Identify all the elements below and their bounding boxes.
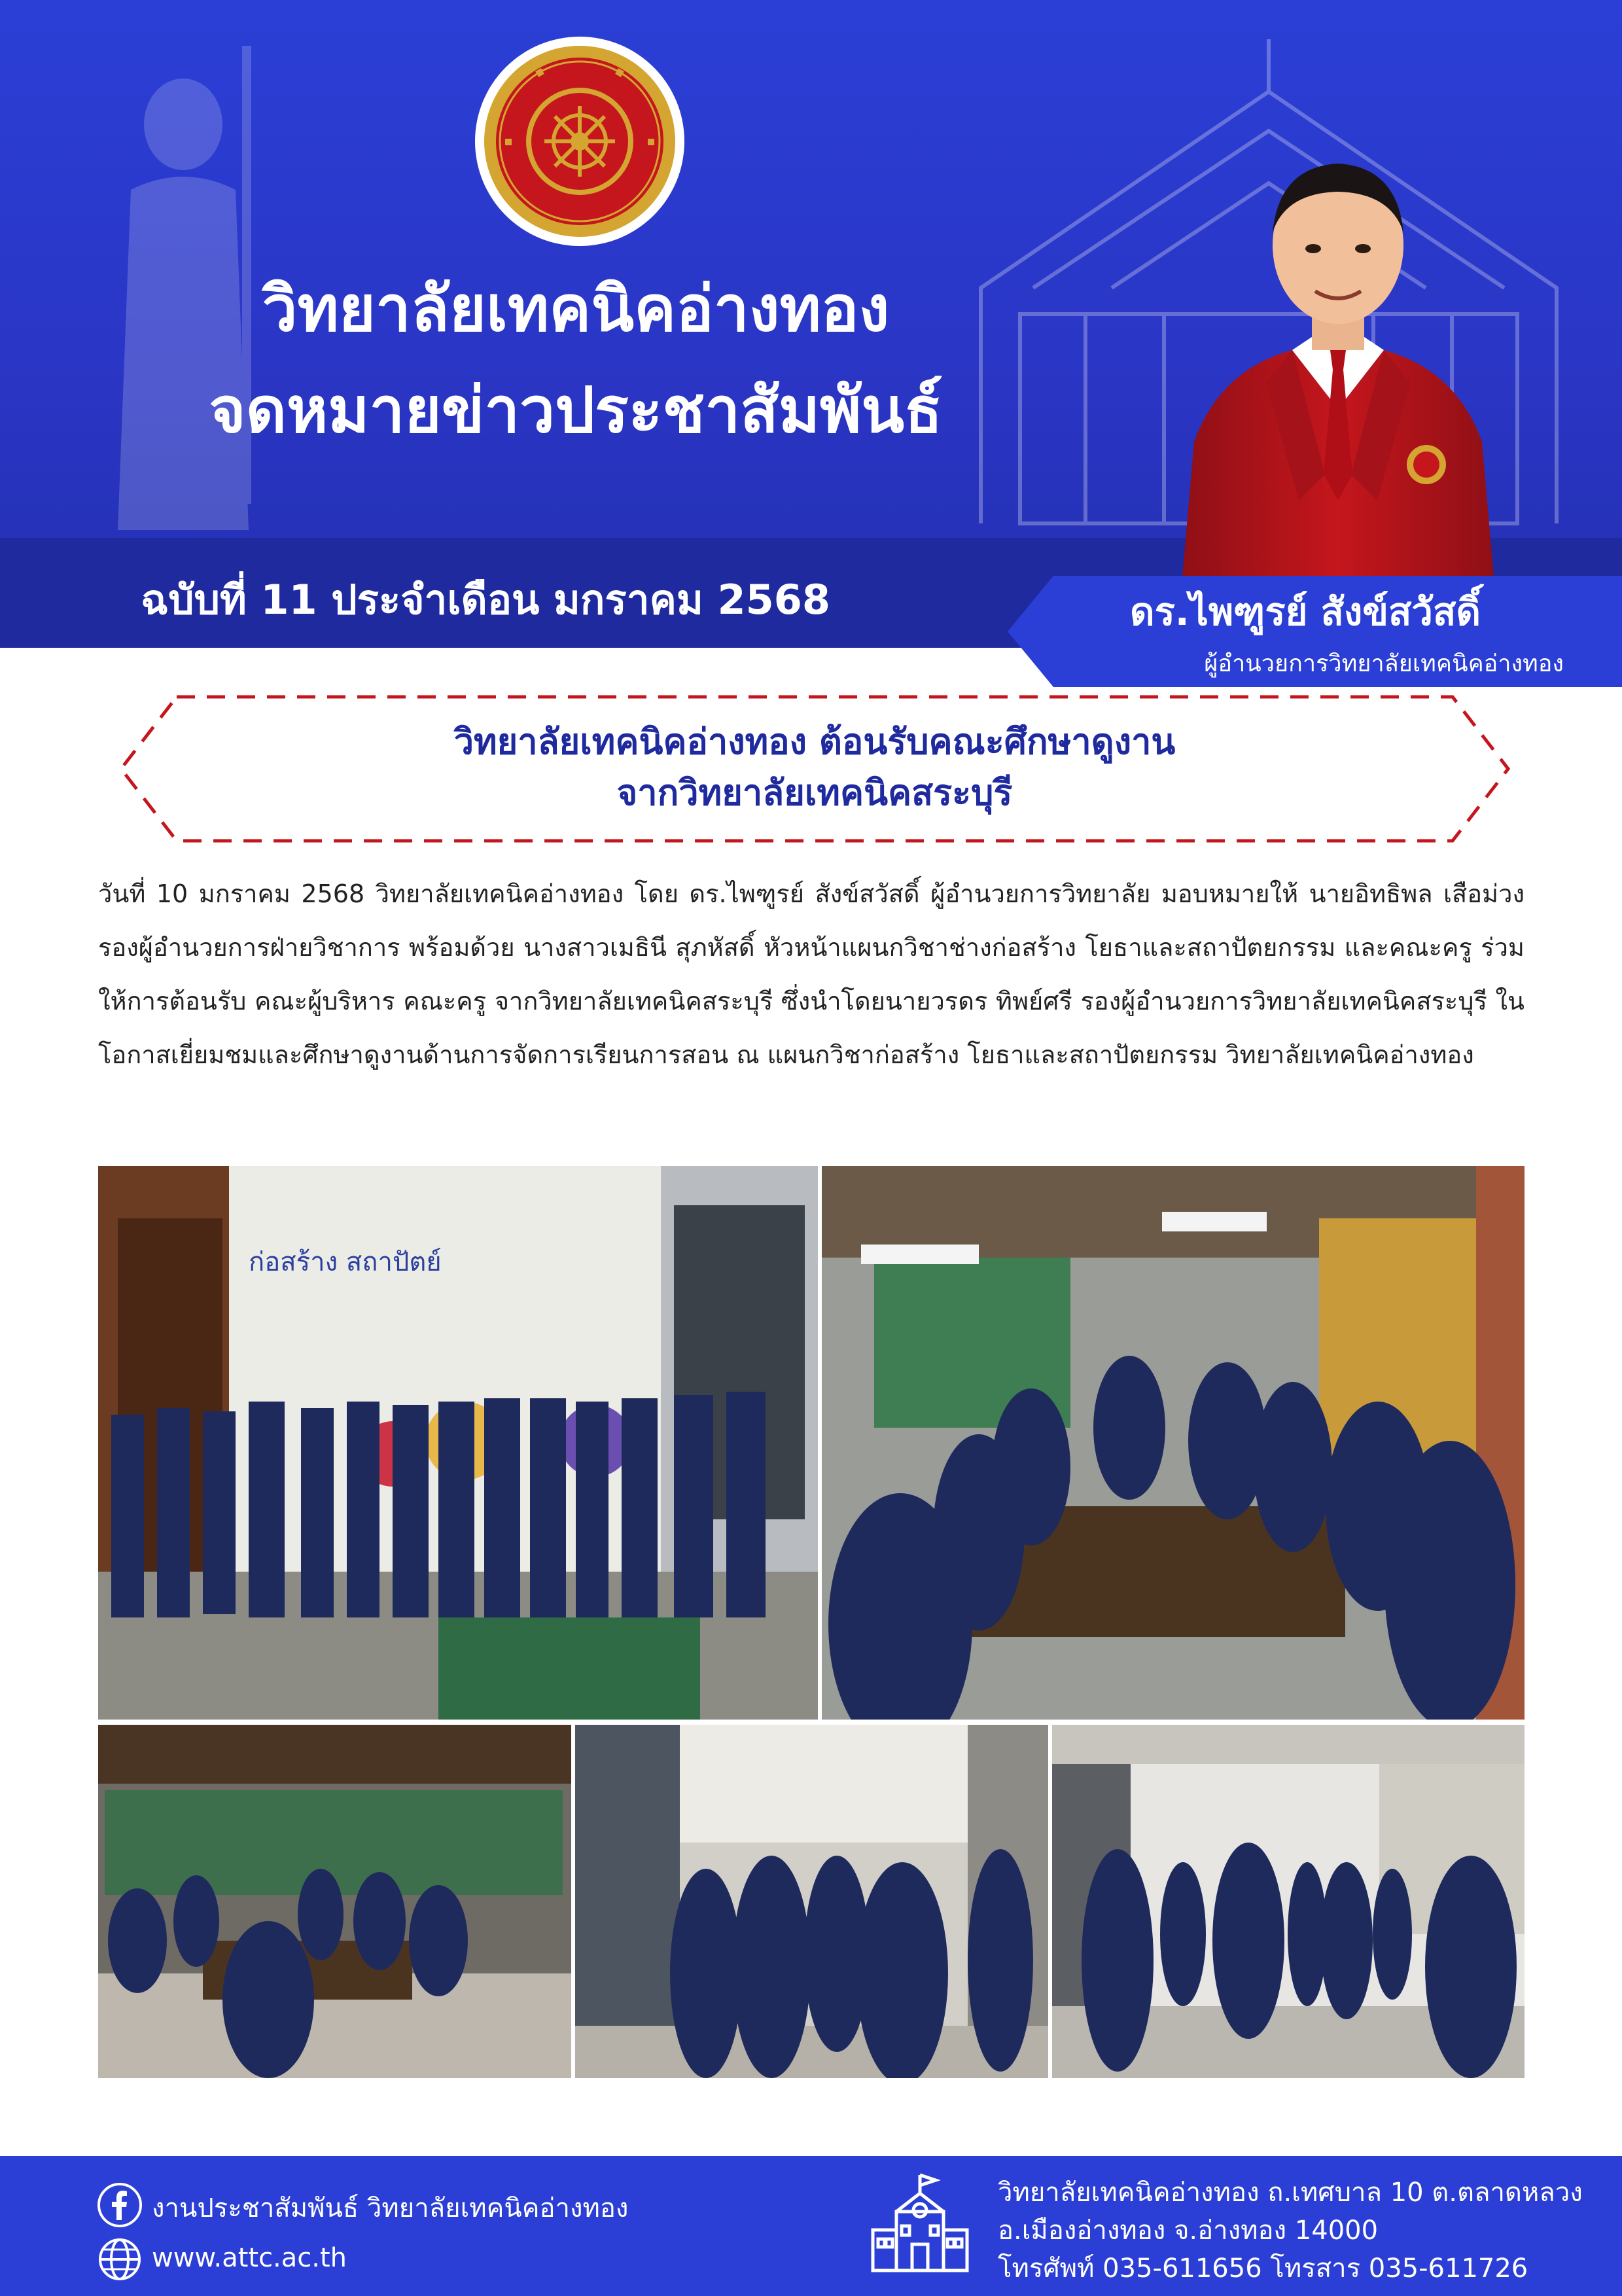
college-name-title: วิทยาลัยเทคนิคอ่างทอง xyxy=(262,272,890,345)
group-photo-mural xyxy=(98,1166,818,1720)
walkway-tour-photo xyxy=(1052,1725,1525,2078)
meeting-photo xyxy=(822,1166,1525,1720)
globe-icon[interactable] xyxy=(97,2236,143,2282)
director-portrait xyxy=(1168,134,1508,592)
college-seal-logo xyxy=(475,37,684,246)
school-building-icon xyxy=(868,2171,972,2276)
article-headline xyxy=(118,716,1511,819)
address-line-1: วิทยาลัยเทคนิคอ่างทอง ถ.เทศบาล 10 ต.ตลาดหลวง xyxy=(998,2178,1583,2208)
contact-phone-fax: โทรศัพท์ 035-611656 โทรสาร 035-611726 xyxy=(998,2253,1528,2284)
mural-label: ก่อสร้าง สถาปัตย์ xyxy=(249,1247,442,1277)
director-role: ผู้อำนวยการวิทยาลัยเทคนิคอ่างทอง xyxy=(1204,650,1564,677)
director-name: ดร.ไพฑูรย์ สังข์สวัสดิ์ xyxy=(1129,590,1481,634)
building-tour-photo xyxy=(575,1725,1048,2078)
issue-label: ฉบับที่ 11 ประจำเดือน มกราคม 2568 xyxy=(141,576,831,624)
header-banner xyxy=(0,0,1622,648)
newsletter-title: จดหมายข่าวประชาสัมพันธ์ xyxy=(209,374,943,447)
headline-line-1: วิทยาลัยเทคนิคอ่างทอง ต้อนรับคณะศึกษาดูงาน xyxy=(453,721,1176,762)
address-line-2: อ.เมืองอ่างทอง จ.อ่างทอง 14000 xyxy=(998,2216,1379,2246)
facebook-page-link[interactable]: งานประชาสัมพันธ์ วิทยาลัยเทคนิคอ่างทอง xyxy=(152,2193,629,2223)
article-body: วันที่ 10 มกราคม 2568 วิทยาลัยเทคนิคอ่างทอง โดย ดร.ไพฑูรย์ สังข์สวัสดิ์ ผู้อำนวยการวิทยาลัย มอบหมายให้ นายอิทธิพล เสือม่วง รองผู้อำนวยการฝ่ายวิชาการ พร้อมด้วย นางสาวเมธินี สุภหัสดิ์ หัวหน้าแผนกวิชาช่างก่อสร้าง โยธาและสถาปัตยกรรม และคณะครู ร่วมให้การต้อนรับ คณะผู้บริหาร คณะครู จากวิทยาลัยเทคนิคสระบุรี ซึ่งนำโดยนายวรดร ทิพย์ศรี รองผู้อำนวยการวิทยาลัยเทคนิคสระบุรี ในโอกาสเยี่ยมชมและศึกษาดูงานด้านการจัดการเรียนการสอน ณ แผนกวิชาก่อสร้าง โยธาและสถาปัตยกรรม วิทยาลัยเทคนิคอ่างทอง xyxy=(98,879,1525,1069)
headline-line-2: จากวิทยาลัยเทคนิคสระบุรี xyxy=(616,772,1013,814)
website-link[interactable]: www.attc.ac.th xyxy=(152,2243,347,2273)
cafe-meeting-photo xyxy=(98,1725,571,2078)
seal-icon xyxy=(482,43,678,239)
facebook-icon[interactable] xyxy=(97,2182,143,2228)
